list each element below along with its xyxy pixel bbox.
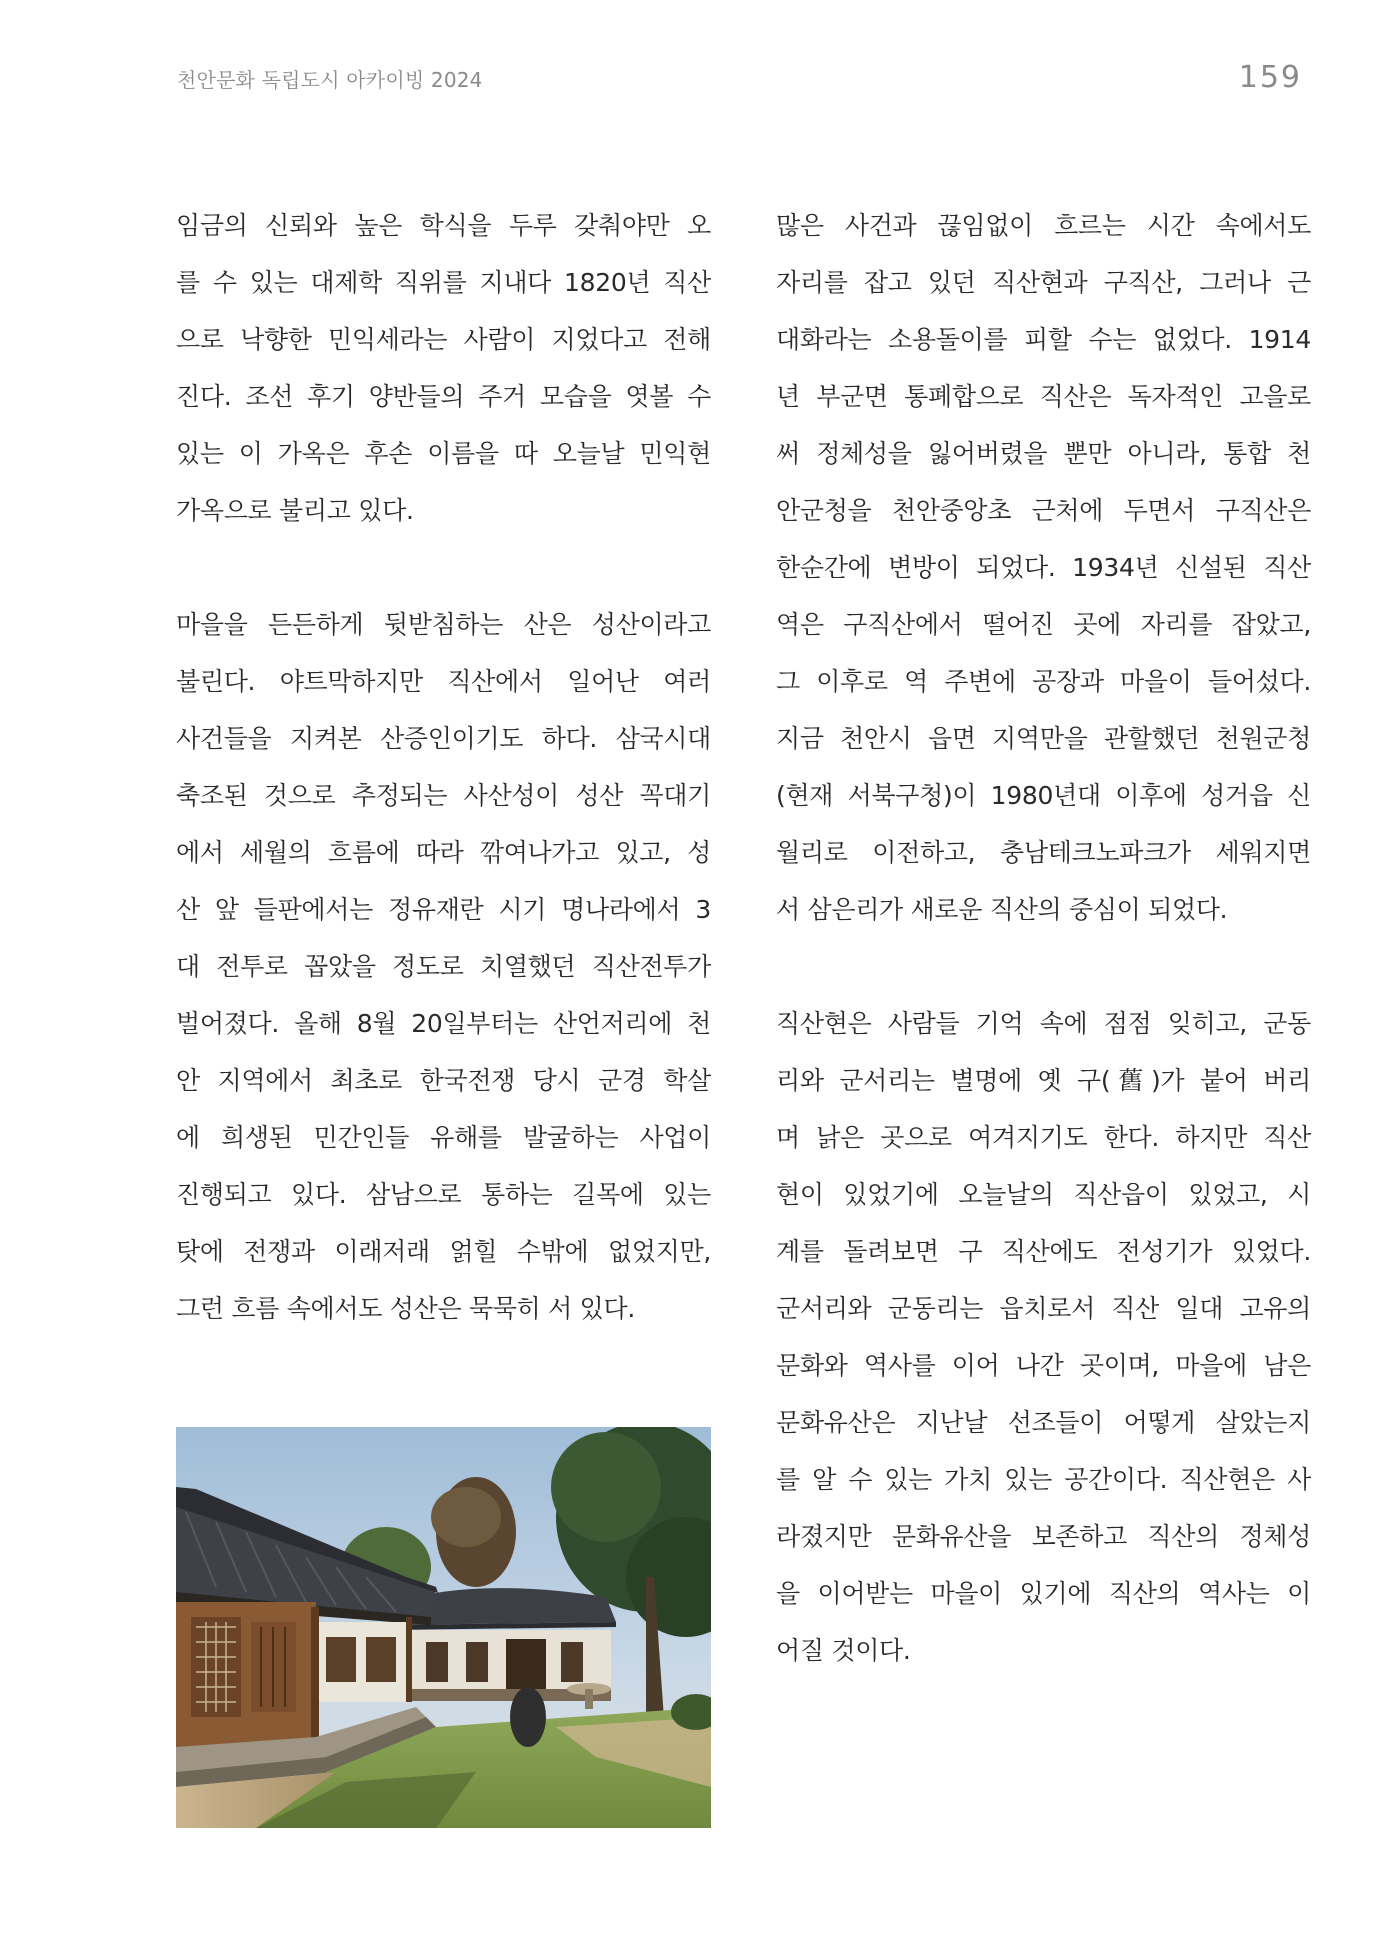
- text-line: 그 이후로 역 주변에 공장과 마을이 들어섰다.: [776, 667, 1311, 696]
- text-line: 진행되고 있다. 삼남으로 통하는 길목에 있는: [176, 1180, 711, 1209]
- text-line: 안군청을 천안중앙초 근처에 두면서 구직산은: [776, 496, 1311, 525]
- text-line: 대 전투로 꼽았을 정도로 치열했던 직산전투가: [176, 952, 711, 981]
- text-line: 그런 흐름 속에서도 성산은 묵묵히 서 있다.: [176, 1294, 635, 1323]
- text-line: 불린다. 야트막하지만 직산에서 일어난 여러: [176, 667, 711, 696]
- text-line: 현이 있었기에 오늘날의 직산읍이 있었고, 시: [776, 1180, 1311, 1209]
- text-line: 계를 돌려보면 구 직산에도 전성기가 있었다.: [776, 1237, 1311, 1266]
- text-line: 년 부군면 통폐합으로 직산은 독자적인 고을로: [776, 382, 1311, 411]
- text-line: 서 삼은리가 새로운 직산의 중심이 되었다.: [776, 895, 1228, 924]
- text-line: 직산현은 사람들 기억 속에 점점 잊히고, 군동: [776, 1009, 1311, 1038]
- text-line: 가옥으로 불리고 있다.: [176, 496, 414, 525]
- text-line: 를 알 수 있는 가치 있는 공간이다. 직산현은 사: [776, 1465, 1311, 1494]
- running-header: 천안문화 독립도시 아카이빙 2024: [177, 68, 483, 92]
- paragraph: [776, 197, 1311, 938]
- text-line: 탓에 전쟁과 이래저래 얽힐 수밖에 없었지만,: [176, 1237, 711, 1266]
- text-line: 문화와 역사를 이어 나간 곳이며, 마을에 남은: [776, 1351, 1311, 1380]
- text-line: 마을을 든든하게 뒷받침하는 산은 성산이라고: [176, 610, 711, 639]
- text-line: (현재 서북구청)이 1980년대 이후에 성거읍 신: [776, 781, 1311, 810]
- text-line: 산 앞 들판에서는 정유재란 시기 명나라에서 3: [176, 895, 711, 924]
- text-line: 축조된 것으로 추정되는 사산성이 성산 꼭대기: [176, 781, 711, 810]
- text-line: 에 희생된 민간인들 유해를 발굴하는 사업이: [176, 1123, 711, 1152]
- text-line: 한순간에 변방이 되었다. 1934년 신설된 직산: [776, 553, 1311, 582]
- text-line: 문화유산은 지난날 선조들이 어떻게 살았는지: [776, 1408, 1311, 1437]
- left-column: [176, 197, 711, 1337]
- text-line: 역은 구직산에서 떨어진 곳에 자리를 잡았고,: [776, 610, 1311, 639]
- text-line: 있는 이 가옥은 후손 이름을 따 오늘날 민익현: [176, 439, 711, 468]
- text-line: 자리를 잡고 있던 직산현과 구직산, 그러나 근: [776, 268, 1311, 297]
- text-line: 많은 사건과 끊임없이 흐르는 시간 속에서도: [776, 211, 1311, 240]
- paragraph: [176, 197, 711, 539]
- hanok-courtyard-photo: [176, 1427, 711, 1828]
- right-column: [776, 197, 1311, 1679]
- text-line: 월리로 이전하고, 충남테크노파크가 세워지면: [776, 838, 1311, 867]
- text-line: 어질 것이다.: [776, 1636, 911, 1665]
- page-number: 159: [1238, 60, 1302, 95]
- text-line: 를 수 있는 대제학 직위를 지내다 1820년 직산: [176, 268, 711, 297]
- text-line: 군서리와 군동리는 읍치로서 직산 일대 고유의: [776, 1294, 1311, 1323]
- photo-illustration: [176, 1427, 711, 1828]
- text-line: 며 낡은 곳으로 여겨지기도 한다. 하지만 직산: [776, 1123, 1311, 1152]
- paragraph: [176, 596, 711, 1337]
- text-line: 안 지역에서 최초로 한국전쟁 당시 군경 학살: [176, 1066, 711, 1095]
- text-line: 으로 낙향한 민익세라는 사람이 지었다고 전해: [176, 325, 711, 354]
- text-line: 을 이어받는 마을이 있기에 직산의 역사는 이: [776, 1579, 1311, 1608]
- text-line: 사건들을 지켜본 산증인이기도 하다. 삼국시대: [176, 724, 711, 753]
- text-line: 라졌지만 문화유산을 보존하고 직산의 정체성: [776, 1522, 1311, 1551]
- text-line: 진다. 조선 후기 양반들의 주거 모습을 엿볼 수: [176, 382, 711, 411]
- text-line: 지금 천안시 읍면 지역만을 관할했던 천원군청: [776, 724, 1311, 753]
- text-line: 벌어졌다. 올해 8월 20일부터는 산언저리에 천: [176, 1009, 711, 1038]
- text-line: 써 정체성을 잃어버렸을 뿐만 아니라, 통합 천: [776, 439, 1311, 468]
- text-line: 에서 세월의 흐름에 따라 깎여나가고 있고, 성: [176, 838, 711, 867]
- paragraph: [776, 995, 1311, 1679]
- text-line: 리와 군서리는 별명에 옛 구(舊)가 붙어 버리: [776, 1066, 1311, 1095]
- text-line: 임금의 신뢰와 높은 학식을 두루 갖춰야만 오: [176, 211, 711, 240]
- text-line: 대화라는 소용돌이를 피할 수는 없었다. 1914: [776, 325, 1311, 354]
